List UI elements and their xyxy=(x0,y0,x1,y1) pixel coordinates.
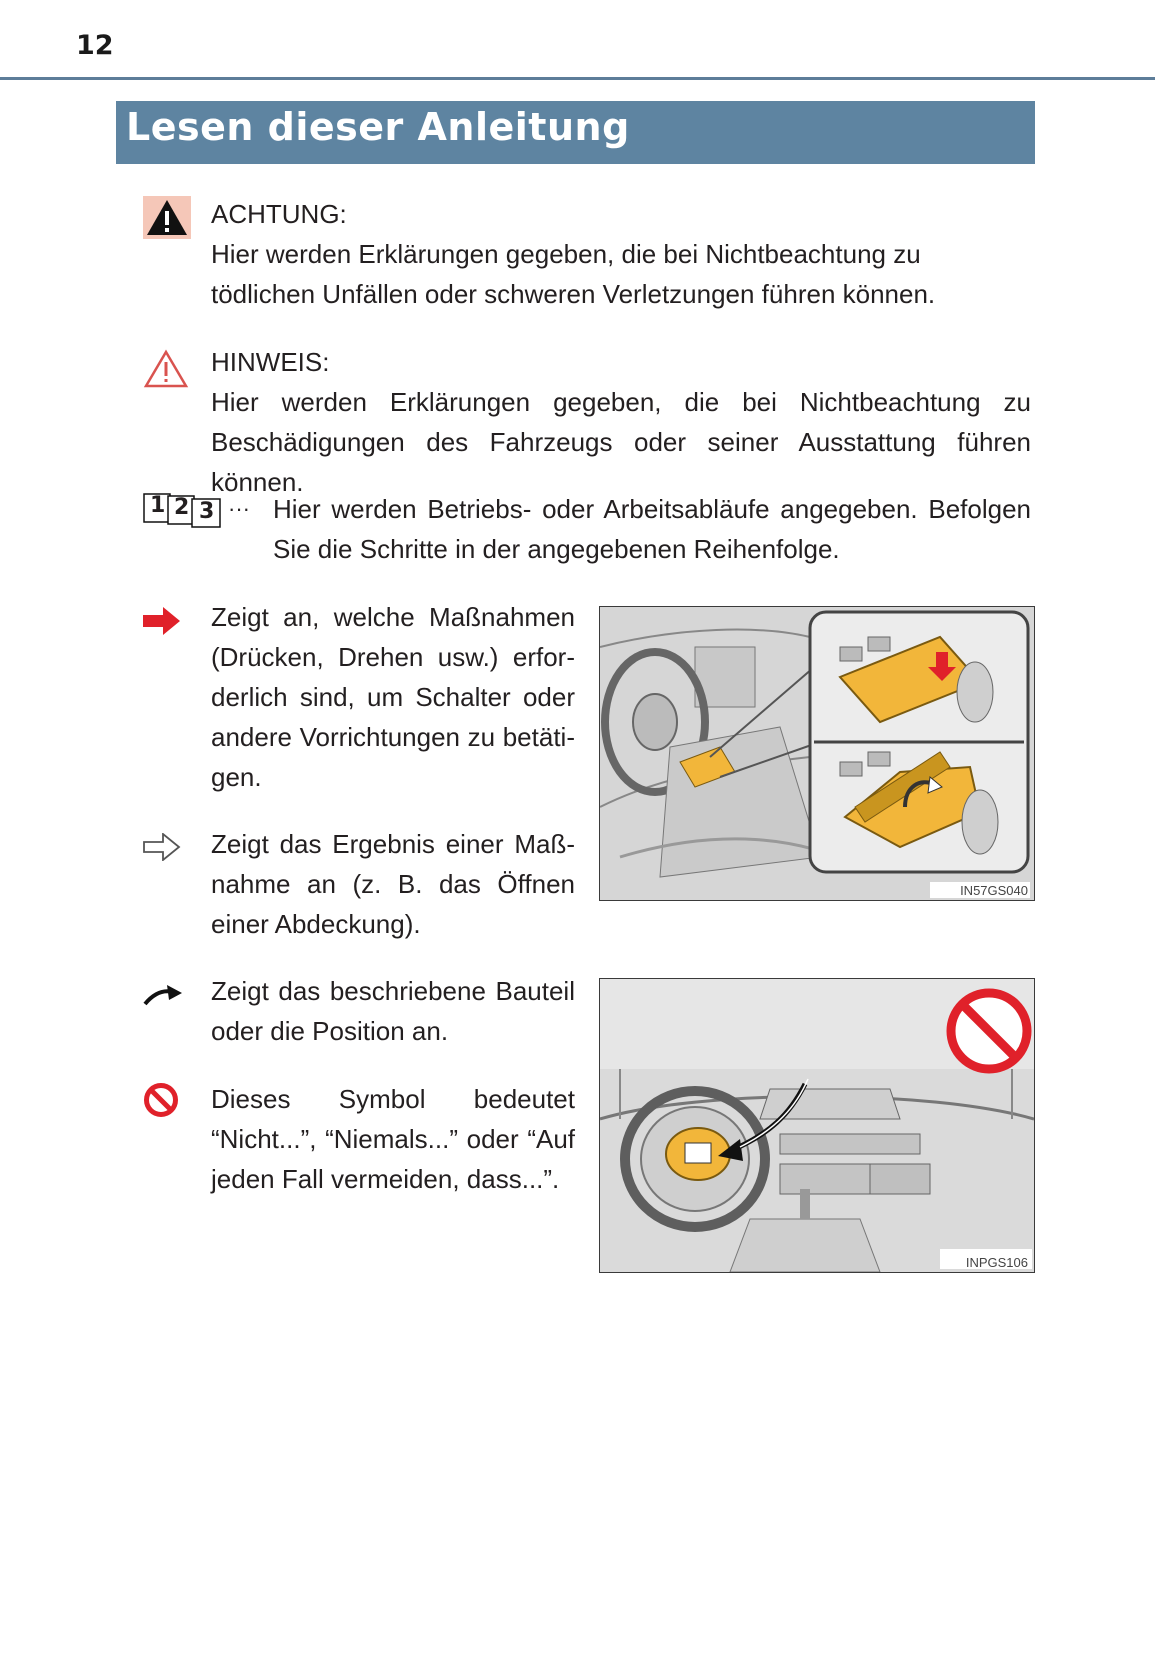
warning-heading: ACHTUNG: xyxy=(211,199,347,229)
legend-result-text: Zeigt das Ergebnis einer Maßnahme an (z. B. das Öffnen einer Abdeckung). xyxy=(211,829,575,939)
notice-block xyxy=(211,342,1031,502)
caution-triangle-outline-icon xyxy=(143,349,189,389)
numbered-steps-icon xyxy=(143,493,227,529)
figure-code: IN57GS040 xyxy=(960,883,1028,898)
figure-code: INPGS106 xyxy=(965,1255,1028,1270)
step-number-2: 2 xyxy=(174,495,190,520)
legend-pointer-text: Zeigt das beschriebene Bauteil oder die Position an. xyxy=(211,976,575,1046)
result-arrow-icon xyxy=(143,833,181,861)
notice-text: Hier werden Erklärungen gegeben, die bei Nichtbeachtung zu Beschädigungen des Fahrzeugs oder seiner Ausstattung führen können. xyxy=(211,387,1031,497)
warning-block xyxy=(211,194,1031,314)
step-number-3: 3 xyxy=(199,499,215,524)
legend-prohibition-text: Dieses Symbol bedeutet “Nicht...”, “Niemals...” oder “Auf jeden Fall vermeiden, dass...”. xyxy=(211,1084,575,1194)
prohibition-icon xyxy=(143,1082,179,1118)
header-rule xyxy=(0,77,1155,80)
warning-text: Hier werden Erklärungen gegeben, die bei Nichtbeachtung zu tödlichen Unfällen oder schweren Verletzungen führen können. xyxy=(211,239,936,309)
action-arrow-icon xyxy=(143,607,181,635)
notice-heading: HINWEIS: xyxy=(211,347,330,377)
warning-triangle-filled-icon xyxy=(143,196,191,239)
legend-action-text: Zeigt an, welche Maßnahmen (Drücken, Drehen usw.) erforderlich sind, um Schalter oder andere Vorrichtungen zu betätigen. xyxy=(211,602,575,792)
figure-steering-airbag xyxy=(599,978,1035,1273)
steps-text: Hier werden Betriebs- oder Arbeitsabläufe angegeben. Befolgen Sie die Schritte in der angegebenen Reihenfolge. xyxy=(273,494,1031,564)
figure-console-compartment xyxy=(599,606,1035,901)
page-number: 12 xyxy=(76,30,114,61)
page-title: Lesen dieser Anleitung xyxy=(126,105,630,149)
step-number-1: 1 xyxy=(150,493,166,518)
dashboard-illustration xyxy=(600,979,1034,1272)
section-title-bar xyxy=(116,101,1035,164)
steps-ellipsis: ··· xyxy=(228,496,250,521)
console-illustration xyxy=(600,607,1034,900)
pointer-arrow-icon xyxy=(143,984,183,1006)
